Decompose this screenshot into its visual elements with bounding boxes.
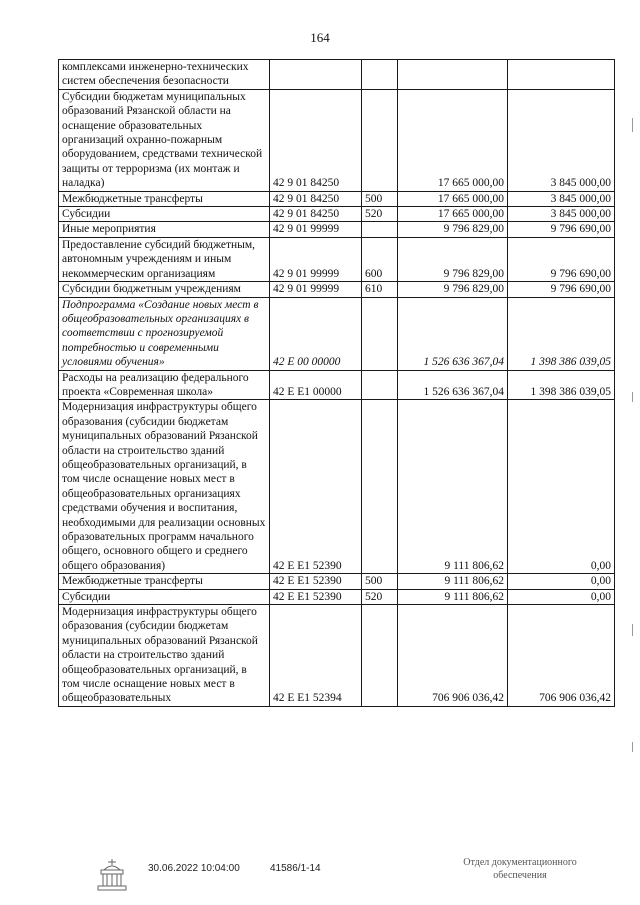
row-vr-cell: 500 xyxy=(362,574,398,589)
row-sum1-cell: 9 796 829,00 xyxy=(398,222,508,237)
row-name-cell: Межбюджетные трансферты xyxy=(59,574,270,589)
row-sum2-cell: 1 398 386 039,05 xyxy=(508,297,615,370)
row-code-cell: 42 9 01 99999 xyxy=(270,282,362,297)
row-sum1-cell: 1 526 636 367,04 xyxy=(398,297,508,370)
row-vr-cell xyxy=(362,89,398,191)
page-number: 164 xyxy=(310,30,330,45)
row-name-cell: Субсидии xyxy=(59,207,270,222)
row-code-cell: 42 9 01 84250 xyxy=(270,207,362,222)
row-code-cell: 42 Е Е1 00000 xyxy=(270,370,362,400)
table-row xyxy=(59,89,615,191)
row-sum2-cell: 1 398 386 039,05 xyxy=(508,370,615,400)
row-sum1-cell: 9 111 806,62 xyxy=(398,589,508,604)
margin-mark xyxy=(632,742,633,752)
row-code-cell: 42 Е Е1 52390 xyxy=(270,589,362,604)
row-sum2-cell: 3 845 000,00 xyxy=(508,191,615,206)
budget-table-body xyxy=(59,60,615,707)
table-row xyxy=(59,400,615,574)
footer-department-line1: Отдел документационного xyxy=(463,857,577,868)
row-name-cell: комплексами инженерно-технических систем обеспечения безопасности xyxy=(59,60,270,90)
row-sum2-cell: 9 796 690,00 xyxy=(508,222,615,237)
row-code-cell: 42 9 01 99999 xyxy=(270,237,362,281)
row-vr-cell: 520 xyxy=(362,207,398,222)
margin-mark xyxy=(632,624,633,636)
row-name-cell: Субсидии бюджетам муниципальных образований Рязанской области на оснащение образовательных организаций охранно-пожарным оборудованием, средствами технической защиты от терроризма (их монтаж и наладка) xyxy=(59,89,270,191)
row-sum1-cell: 1 526 636 367,04 xyxy=(398,370,508,400)
row-code-cell: 42 Е 00 00000 xyxy=(270,297,362,370)
table-row xyxy=(59,370,615,400)
row-code-cell: 42 9 01 99999 xyxy=(270,222,362,237)
table-row xyxy=(59,589,615,604)
row-sum1-cell: 9 796 829,00 xyxy=(398,282,508,297)
row-name-cell: Межбюджетные трансферты xyxy=(59,191,270,206)
row-vr-cell xyxy=(362,400,398,574)
row-code-cell: 42 Е Е1 52390 xyxy=(270,574,362,589)
margin-mark xyxy=(632,392,633,402)
row-sum1-cell: 9 111 806,62 xyxy=(398,400,508,574)
table-row xyxy=(59,207,615,222)
row-name-cell: Модернизация инфраструктуры общего образования (субсидии бюджетам муниципальных образований Рязанской области на строительство зданий общеобразовательных организаций, в том числе оснащение новых мест в общеобразовательных организациях средствами обучения и воспитания, необходимыми для реализации основных образовательных программ начального общего, основного общего и среднего общего образования) xyxy=(59,400,270,574)
row-vr-cell: 500 xyxy=(362,191,398,206)
table-row xyxy=(59,605,615,707)
table-row xyxy=(59,60,615,90)
row-sum2-cell: 9 796 690,00 xyxy=(508,282,615,297)
row-vr-cell: 520 xyxy=(362,589,398,604)
row-sum1-cell: 17 665 000,00 xyxy=(398,89,508,191)
page-footer xyxy=(0,852,640,902)
row-code-cell: 42 Е Е1 52394 xyxy=(270,605,362,707)
row-name-cell: Предоставление субсидий бюджетным, автономным учреждениям и иным некоммерческим организациям xyxy=(59,237,270,281)
row-sum1-cell: 17 665 000,00 xyxy=(398,207,508,222)
row-vr-cell xyxy=(362,297,398,370)
row-sum2-cell xyxy=(508,60,615,90)
row-sum1-cell: 9 111 806,62 xyxy=(398,574,508,589)
table-row xyxy=(59,282,615,297)
row-sum2-cell: 0,00 xyxy=(508,589,615,604)
table-row xyxy=(59,191,615,206)
row-name-cell: Иные мероприятия xyxy=(59,222,270,237)
row-code-cell xyxy=(270,60,362,90)
row-sum1-cell: 9 796 829,00 xyxy=(398,237,508,281)
footer-department xyxy=(440,856,600,882)
table-row xyxy=(59,237,615,281)
footer-doc-number: 41586/1-14 xyxy=(270,863,321,874)
row-name-cell: Подпрограмма «Создание новых мест в общеобразовательных организациях в соответствии с прогнозируемой потребностью и современными условиями обучения» xyxy=(59,297,270,370)
row-name-cell: Субсидии бюджетным учреждениям xyxy=(59,282,270,297)
row-sum1-cell: 706 906 036,42 xyxy=(398,605,508,707)
row-vr-cell: 600 xyxy=(362,237,398,281)
table-row xyxy=(59,222,615,237)
footer-datetime: 30.06.2022 10:04:00 xyxy=(148,863,240,874)
emblem-icon xyxy=(92,856,132,894)
budget-table xyxy=(58,59,615,707)
table-row xyxy=(59,574,615,589)
row-code-cell: 42 9 01 84250 xyxy=(270,89,362,191)
row-name-cell: Субсидии xyxy=(59,589,270,604)
row-sum1-cell xyxy=(398,60,508,90)
footer-department-line2: обеспечения xyxy=(493,870,547,881)
row-code-cell: 42 Е Е1 52390 xyxy=(270,400,362,574)
row-vr-cell xyxy=(362,605,398,707)
row-sum2-cell: 0,00 xyxy=(508,400,615,574)
row-sum1-cell: 17 665 000,00 xyxy=(398,191,508,206)
margin-mark xyxy=(632,118,633,132)
row-sum2-cell: 0,00 xyxy=(508,574,615,589)
row-vr-cell: 610 xyxy=(362,282,398,297)
row-code-cell: 42 9 01 84250 xyxy=(270,191,362,206)
row-vr-cell xyxy=(362,60,398,90)
row-vr-cell xyxy=(362,222,398,237)
table-row xyxy=(59,297,615,370)
row-sum2-cell: 9 796 690,00 xyxy=(508,237,615,281)
row-sum2-cell: 3 845 000,00 xyxy=(508,207,615,222)
row-sum2-cell: 3 845 000,00 xyxy=(508,89,615,191)
row-name-cell: Модернизация инфраструктуры общего образования (субсидии бюджетам муниципальных образований Рязанской области на строительство зданий общеобразовательных организаций, в том числе оснащение новых мест в общеобразовательных xyxy=(59,605,270,707)
row-name-cell: Расходы на реализацию федерального проекта «Современная школа» xyxy=(59,370,270,400)
row-vr-cell xyxy=(362,370,398,400)
row-sum2-cell: 706 906 036,42 xyxy=(508,605,615,707)
